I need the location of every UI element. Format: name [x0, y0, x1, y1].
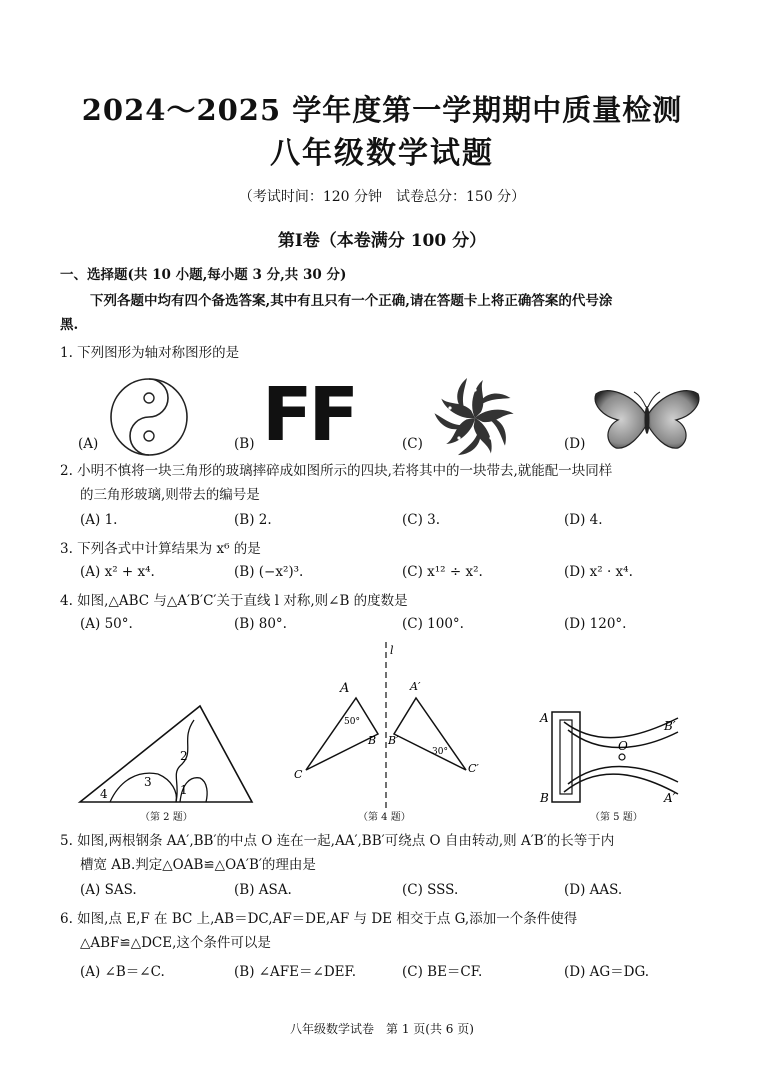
- q1-label-b: (B): [234, 436, 255, 452]
- fig5-point-o: O: [618, 739, 628, 753]
- fig4-vertex-c-prime: C′: [468, 762, 479, 775]
- q5-option-c: (C) SSS.: [402, 882, 459, 898]
- fig2-piece-1: 1: [180, 783, 188, 797]
- figure-4-symmetric-triangles: [286, 640, 486, 810]
- q6-option-b: (B) ∠AFE＝∠DEF.: [234, 964, 357, 980]
- q3-option-c: (C) x¹² ÷ x².: [402, 564, 483, 580]
- fig2-piece-2: 2: [180, 749, 188, 763]
- fig2-piece-3: 3: [144, 775, 152, 789]
- q1-stem: 1. 下列图形为轴对称图形的是: [60, 345, 240, 361]
- fig5-point-b: B: [540, 791, 549, 805]
- q1-label-d: (D): [564, 436, 586, 452]
- volume-heading: 第Ⅰ卷（本卷满分 100 分）: [277, 231, 487, 251]
- page-footer: 八年级数学试卷 第 1 页(共 6 页): [290, 1022, 474, 1036]
- fig4-angle-50: 50°: [344, 717, 360, 727]
- exam-subtitle: 八年级数学试题: [270, 136, 494, 171]
- fig5-point-b-prime: B′: [664, 719, 676, 733]
- q3-option-d: (D) x² · x⁴.: [564, 564, 633, 580]
- fig5-point-a: A: [540, 711, 549, 725]
- q2-line-1: 2. 小明不慎将一块三角形的玻璃摔碎成如图所示的四块,若将其中的一块带去,就能配一块同样: [60, 463, 613, 479]
- fig2-caption: （第 2 题）: [140, 812, 193, 823]
- q5-line-2: 槽宽 AB.判定△OAB≌△OA′B′的理由是: [80, 857, 316, 873]
- fig4-vertex-c: C: [294, 768, 303, 781]
- fig5-caption: （第 5 题）: [590, 812, 643, 823]
- q5-option-b: (B) ASA.: [234, 882, 292, 898]
- fig4-angle-30: 30°: [432, 747, 448, 757]
- q4-option-c: (C) 100°.: [402, 616, 464, 632]
- q3-stem: 3. 下列各式中计算结果为 x⁶ 的是: [60, 541, 261, 557]
- instruction-line-1: 下列各题中均有四个备选答案,其中有且只有一个正确,请在答题卡上将正确答案的代号涂: [90, 293, 613, 309]
- fig4-caption: （第 4 题）: [358, 812, 411, 823]
- q2-option-a: (A) 1.: [80, 512, 118, 528]
- figure-2-broken-triangle: [76, 700, 256, 806]
- fig2-piece-4: 4: [100, 787, 108, 801]
- fig4-vertex-b-prime: B′: [388, 734, 399, 747]
- butterfly-icon: [592, 386, 702, 452]
- q5-option-d: (D) AAS.: [564, 882, 623, 898]
- q1-label-c: (C): [402, 436, 423, 452]
- fig4-vertex-b: B: [368, 734, 377, 747]
- q6-line-1: 6. 如图,点 E,F 在 BC 上,AB＝DC,AF＝DE,AF 与 DE 相交于点 G,添加一个条件使得: [60, 911, 578, 927]
- q4-option-d: (D) 120°.: [564, 616, 627, 632]
- q2-option-c: (C) 3.: [402, 512, 441, 528]
- q4-stem: 4. 如图,△ABC 与△A′B′C′关于直线 l 对称,则∠B 的度数是: [60, 593, 408, 609]
- q4-option-b: (B) 80°.: [234, 616, 287, 632]
- q6-option-a: (A) ∠B＝∠C.: [80, 964, 165, 980]
- q5-option-a: (A) SAS.: [80, 882, 137, 898]
- exam-title: 2024～2025 学年度第一学期期中质量检测: [81, 93, 683, 127]
- fig5-point-a-prime: A′: [664, 791, 676, 805]
- q6-line-2: △ABF≌△DCE,这个条件可以是: [80, 935, 271, 951]
- q3-option-b: (B) (−x²)³.: [234, 564, 304, 580]
- fig4-vertex-a-prime: A′: [410, 680, 421, 693]
- q1-label-a: (A): [78, 436, 99, 452]
- section-heading: 一、选择题(共 10 小题,每小题 3 分,共 30 分): [60, 267, 347, 283]
- q4-option-a: (A) 50°.: [80, 616, 133, 632]
- q2-option-b: (B) 2.: [234, 512, 272, 528]
- q3-option-a: (A) x² + x⁴.: [80, 564, 155, 580]
- figure-5-steel-bars: [538, 708, 688, 808]
- yin-yang-icon: [108, 376, 190, 458]
- exam-info: （考试时间：120 分钟 试卷总分：150 分）: [238, 189, 526, 205]
- instruction-line-2: 黑.: [60, 317, 79, 333]
- q2-line-2: 的三角形玻璃,则带去的编号是: [80, 487, 260, 503]
- q6-option-d: (D) AG＝DG.: [564, 964, 650, 980]
- q5-line-1: 5. 如图,两根钢条 AA′,BB′的中点 O 连在一起,AA′,BB′可绕点 O 自由转动,则 A′B′的长等于内: [60, 833, 615, 849]
- bauhinia-flower-icon: [430, 374, 520, 460]
- fig4-line-label: l: [390, 644, 394, 657]
- q2-option-d: (D) 4.: [564, 512, 603, 528]
- q6-option-c: (C) BE＝CF.: [402, 964, 483, 980]
- ff-letters: FF: [262, 372, 356, 458]
- fig4-vertex-a: A: [340, 681, 350, 696]
